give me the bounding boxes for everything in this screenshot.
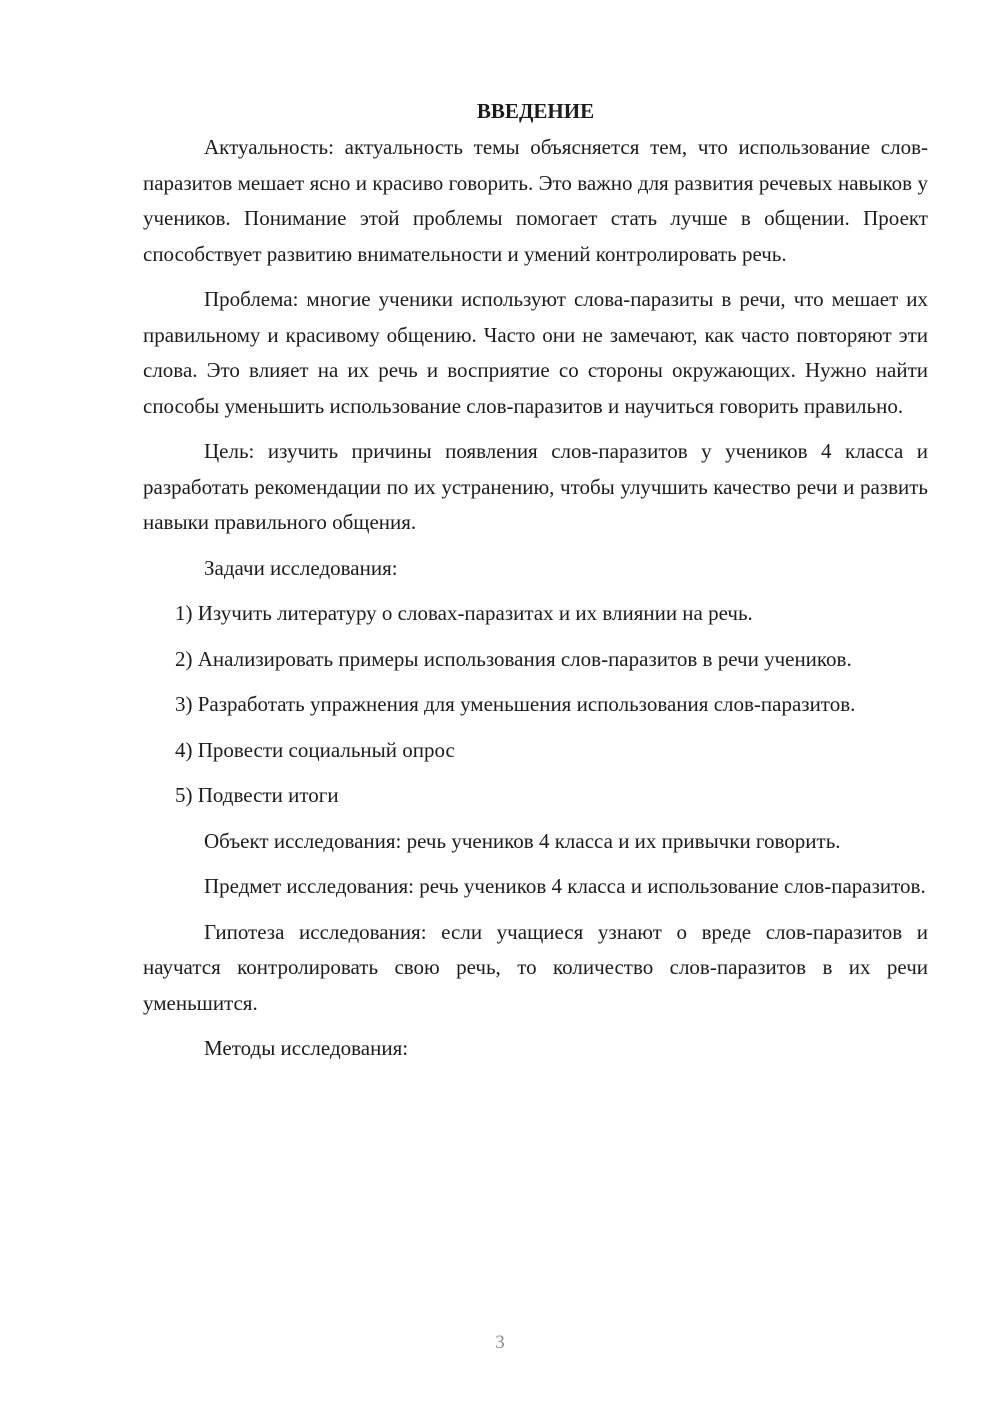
paragraph-goal: Цель: изучить причины появления слов-паразитов у учеников 4 класса и разработать рекомендации по их устранению, чтобы улучшить качество речи и развить навыки правильного общения. (143, 439, 928, 534)
paragraph-relevance: Актуальность: актуальность темы объясняется тем, что использование слов-паразитов мешает ясно и красиво говорить. Это важно для развития речевых навыков у учеников. Понимание этой проблемы помогает стать лучше в общении. Проект способствует развитию внимательности и умений контролировать речь. (143, 135, 928, 266)
document-page (143, 92, 928, 1067)
task-item: 2) Анализировать примеры использования слов-паразитов в речи учеников. (175, 646, 852, 671)
paragraph-hypothesis: Гипотеза исследования: если учащиеся узнают о вреде слов-паразитов и научатся контролировать свою речь, то количество слов-паразитов в их речи уменьшится. (143, 919, 928, 1015)
tasks-heading: Задачи исследования: (204, 555, 398, 580)
paragraph-subject: Предмет исследования: речь учеников 4 класса и использование слов-паразитов. (204, 874, 926, 898)
paragraph-object: Объект исследования: речь учеников 4 класса и их привычки говорить. (204, 828, 841, 853)
methods-heading: Методы исследования: (204, 1036, 409, 1060)
paragraph-problem: Проблема: многие ученики используют слова-паразиты в речи, что мешает их правильному и красивому общению. Часто они не замечают, как часто повторяют эти слова. Это влияет на их речь и восприятие со стороны окружающих. Нужно найти способы уменьшить использование слов-паразитов и научиться говорить правильно. (143, 287, 928, 418)
task-item: 4) Провести социальный опрос (175, 737, 455, 762)
page-number: 3 (495, 1332, 505, 1353)
task-item: 5) Подвести итоги (175, 783, 339, 807)
task-item: 1) Изучить литературу о словах-паразитах и их влиянии на речь. (175, 601, 753, 625)
task-item: 3) Разработать упражнения для уменьшения использования слов-паразитов. (175, 692, 856, 716)
section-title: ВВЕДЕНИЕ (476, 99, 595, 123)
